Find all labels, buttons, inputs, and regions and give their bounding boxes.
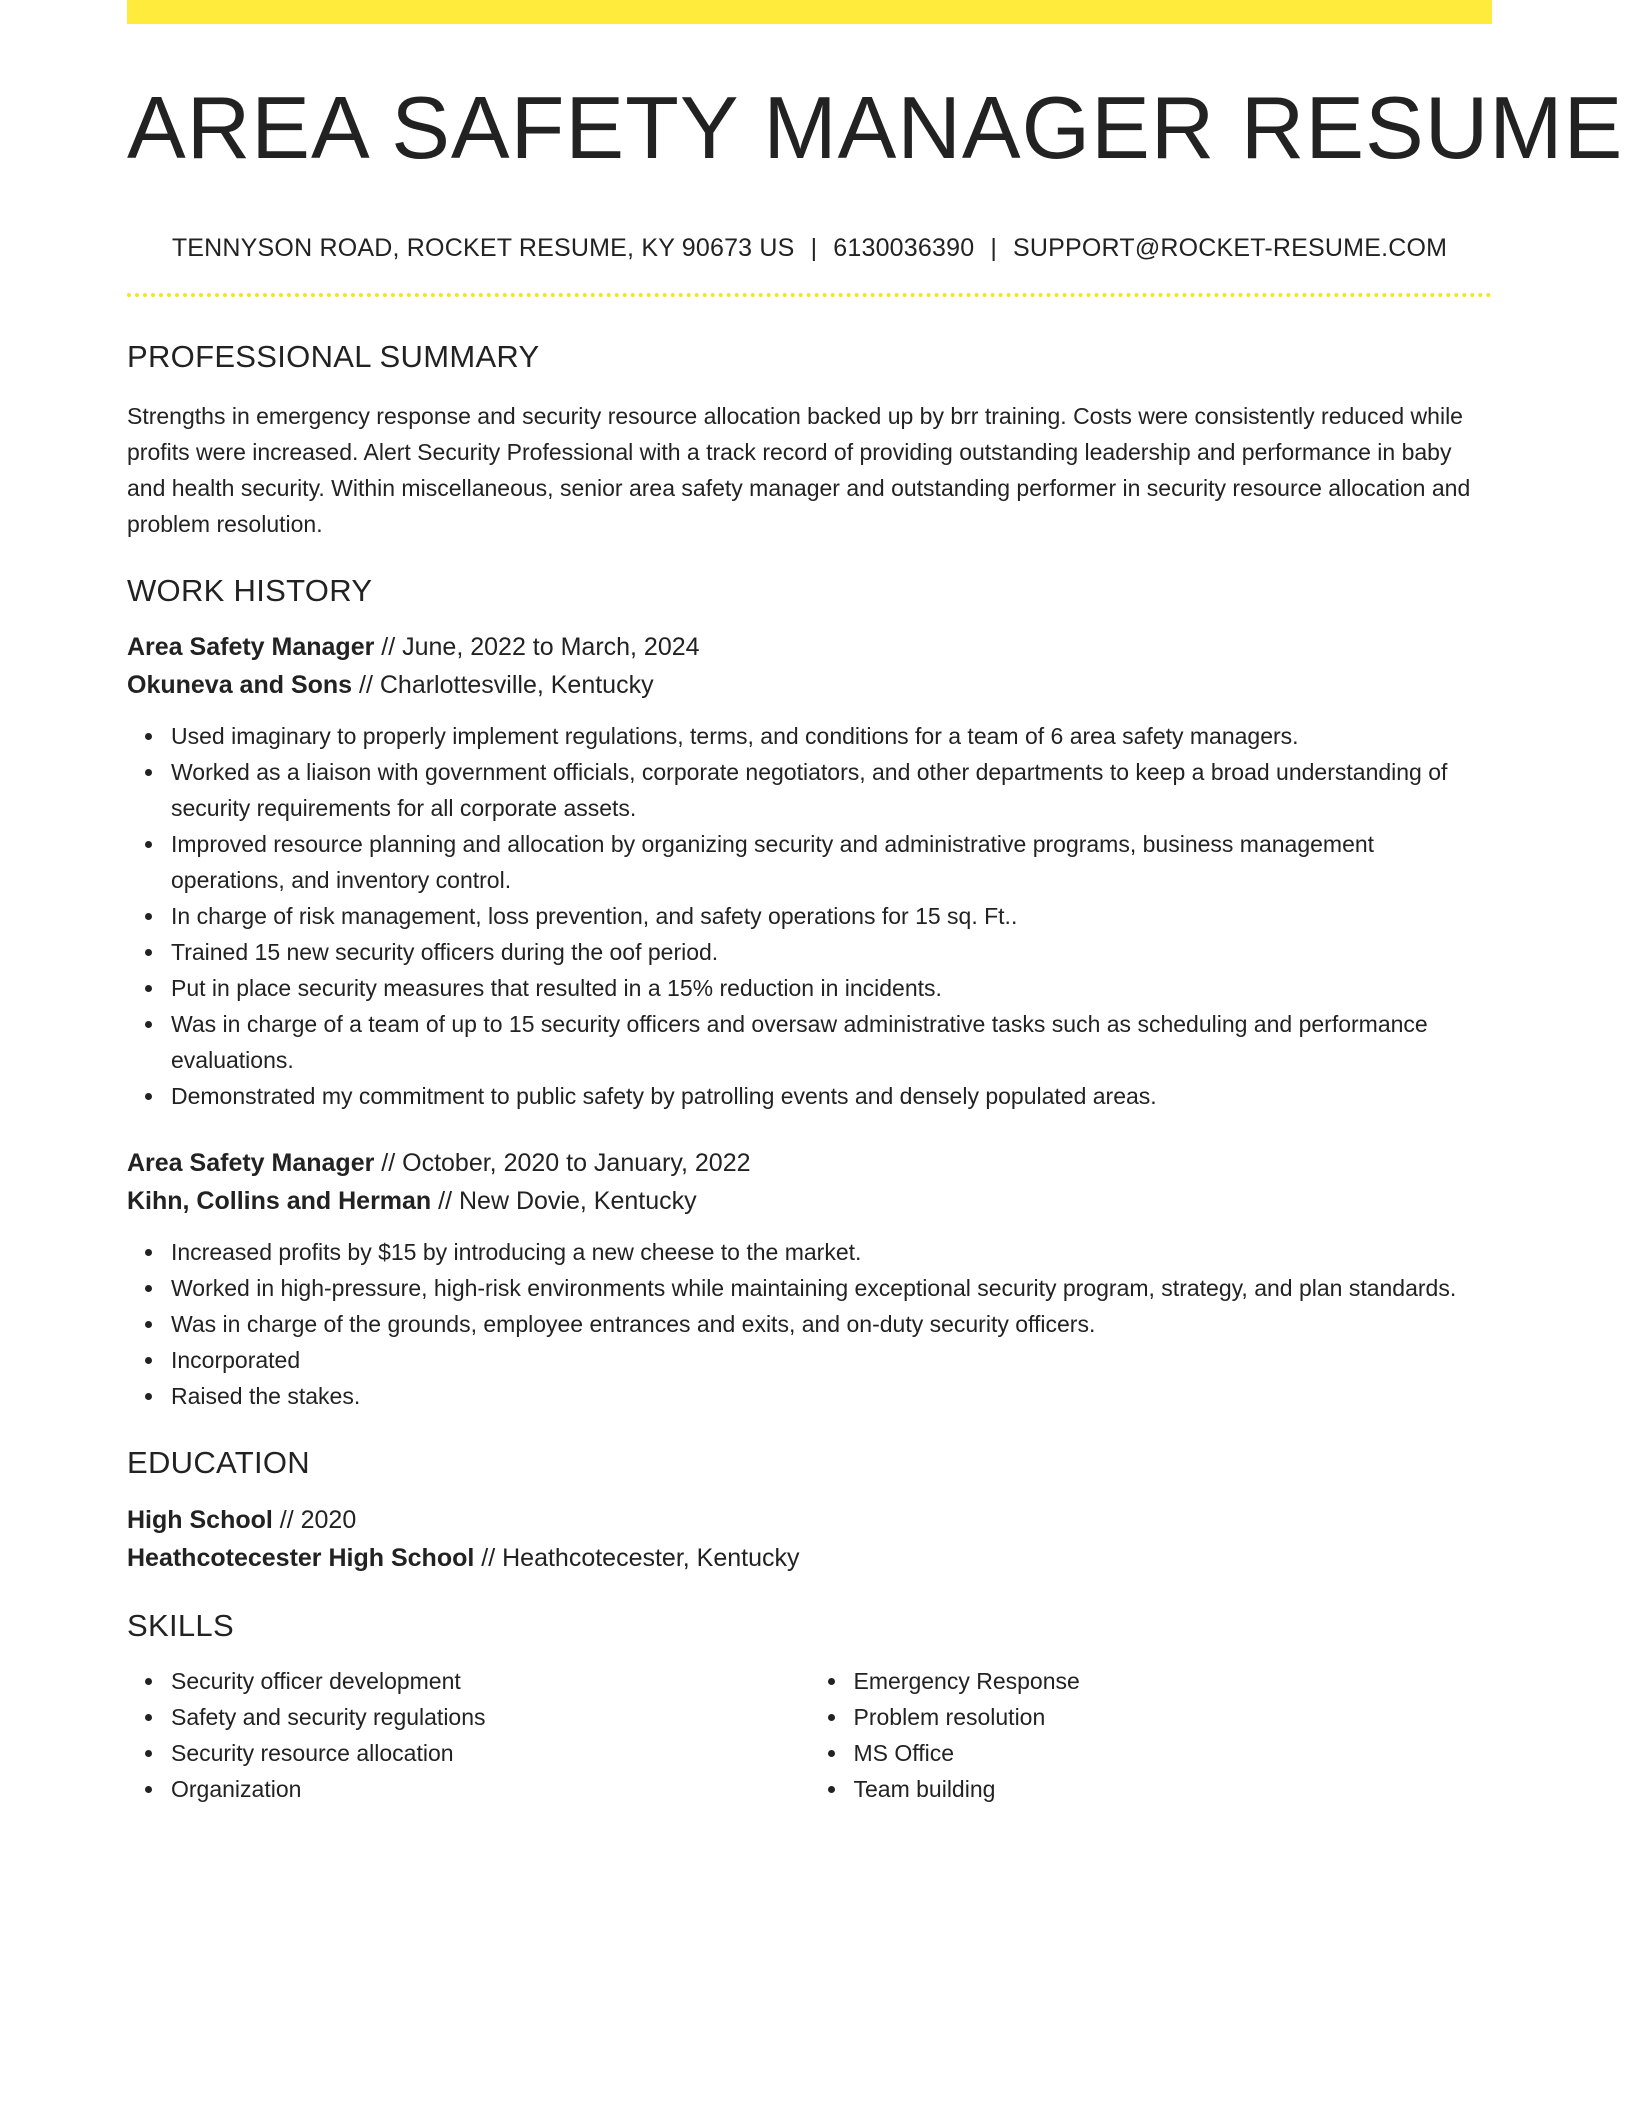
job-bullet: Raised the stakes. [171, 1378, 1492, 1414]
skill-item: Team building [854, 1771, 1493, 1807]
education-degree-line [127, 1501, 1492, 1539]
skill-item: Emergency Response [854, 1663, 1493, 1699]
job-bullet: Incorporated [171, 1342, 1492, 1378]
job-entry [127, 1144, 1492, 1414]
contact-phone: 6130036390 [833, 234, 975, 262]
skills-list-right [810, 1663, 1493, 1807]
job-bullets [127, 1234, 1492, 1414]
job-company-line [127, 1182, 1492, 1220]
job-bullet: Worked as a liaison with government officials, corporate negotiators, and other departments to keep a broad understanding of security requirements for all corporate assets. [171, 754, 1492, 826]
job-dates: June, 2022 to March, 2024 [402, 633, 700, 662]
job-title: Area Safety Manager [127, 633, 375, 662]
skill-item: Security resource allocation [171, 1735, 810, 1771]
separator: // [474, 1543, 503, 1572]
section-heading-skills: SKILLS [127, 1607, 234, 1643]
education-year: 2020 [300, 1505, 357, 1534]
job-bullet: Was in charge of the grounds, employee entrances and exits, and on-duty security officers. [171, 1306, 1492, 1342]
section-heading-work-history: WORK HISTORY [127, 573, 373, 609]
skill-item: Organization [171, 1771, 810, 1807]
separator: // [431, 1187, 459, 1216]
job-bullet: In charge of risk management, loss prevention, and safety operations for 15 sq. Ft.. [171, 898, 1492, 934]
job-company: Okuneva and Sons [127, 671, 353, 700]
job-bullet: Improved resource planning and allocation by organizing security and administrative programs, business management operations, and inventory control. [171, 826, 1492, 898]
job-bullet: Put in place security measures that resulted in a 15% reduction in incidents. [171, 970, 1492, 1006]
contact-line [127, 234, 1492, 263]
contact-address: TENNYSON ROAD, ROCKET RESUME, KY 90673 US [171, 234, 795, 262]
contact-email: SUPPORT@ROCKET-RESUME.COM [1013, 234, 1448, 262]
job-bullet: Was in charge of a team of up to 15 security officers and oversaw administrative tasks such as scheduling and performance evaluations. [171, 1006, 1492, 1078]
job-bullet: Demonstrated my commitment to public safety by patrolling events and densely populated areas. [171, 1078, 1492, 1114]
job-company: Kihn, Collins and Herman [127, 1187, 432, 1216]
accent-top-bar [127, 0, 1492, 24]
job-entry [127, 628, 1492, 1114]
job-dates: October, 2020 to January, 2022 [402, 1149, 751, 1178]
education-school: Heathcotecester High School [127, 1543, 475, 1572]
separator: // [374, 1149, 403, 1178]
contact-separator: | [990, 234, 998, 262]
job-company-line [127, 666, 1492, 704]
job-bullet: Used imaginary to properly implement regulations, terms, and conditions for a team of 6 area safety managers. [171, 718, 1492, 754]
resume-page [127, 0, 1624, 1807]
education-degree: High School [127, 1505, 273, 1534]
separator: // [352, 671, 380, 700]
section-heading-summary: PROFESSIONAL SUMMARY [127, 339, 540, 374]
skills-columns [127, 1663, 1492, 1807]
job-bullets [127, 718, 1492, 1114]
header-divider [127, 293, 1492, 297]
job-bullet: Worked in high-pressure, high-risk environments while maintaining exceptional security program, strategy, and plan standards. [171, 1270, 1492, 1306]
job-title-line [127, 628, 1492, 666]
job-bullet: Trained 15 new security officers during the oof period. [171, 934, 1492, 970]
job-location: New Dovie, Kentucky [459, 1187, 697, 1216]
job-location: Charlottesville, Kentucky [379, 671, 654, 700]
section-heading-education: EDUCATION [127, 1445, 310, 1481]
separator: // [374, 633, 403, 662]
contact-separator: | [810, 234, 818, 262]
job-bullet: Increased profits by $15 by introducing a new cheese to the market. [171, 1234, 1492, 1270]
education-school-line [127, 1539, 1492, 1577]
separator: // [272, 1505, 301, 1534]
job-title: Area Safety Manager [127, 1149, 375, 1178]
skill-item: MS Office [854, 1735, 1493, 1771]
summary-text: Strengths in emergency response and security resource allocation backed up by brr training. Costs were consistently reduced while profits were increased. Alert Security Professional with a track record of providing outstanding leadership and performance in baby and health security. Within miscellaneous, senior area safety manager and outstanding performer in security resource allocation and problem resolution. [127, 403, 1471, 538]
resume-title: AREA SAFETY MANAGER RESUME [127, 78, 1624, 177]
skills-list-left [127, 1663, 810, 1807]
skill-item: Problem resolution [854, 1699, 1493, 1735]
skill-item: Safety and security regulations [171, 1699, 810, 1735]
job-title-line [127, 1144, 1492, 1182]
education-location: Heathcotecester, Kentucky [502, 1543, 800, 1572]
skill-item: Security officer development [171, 1663, 810, 1699]
